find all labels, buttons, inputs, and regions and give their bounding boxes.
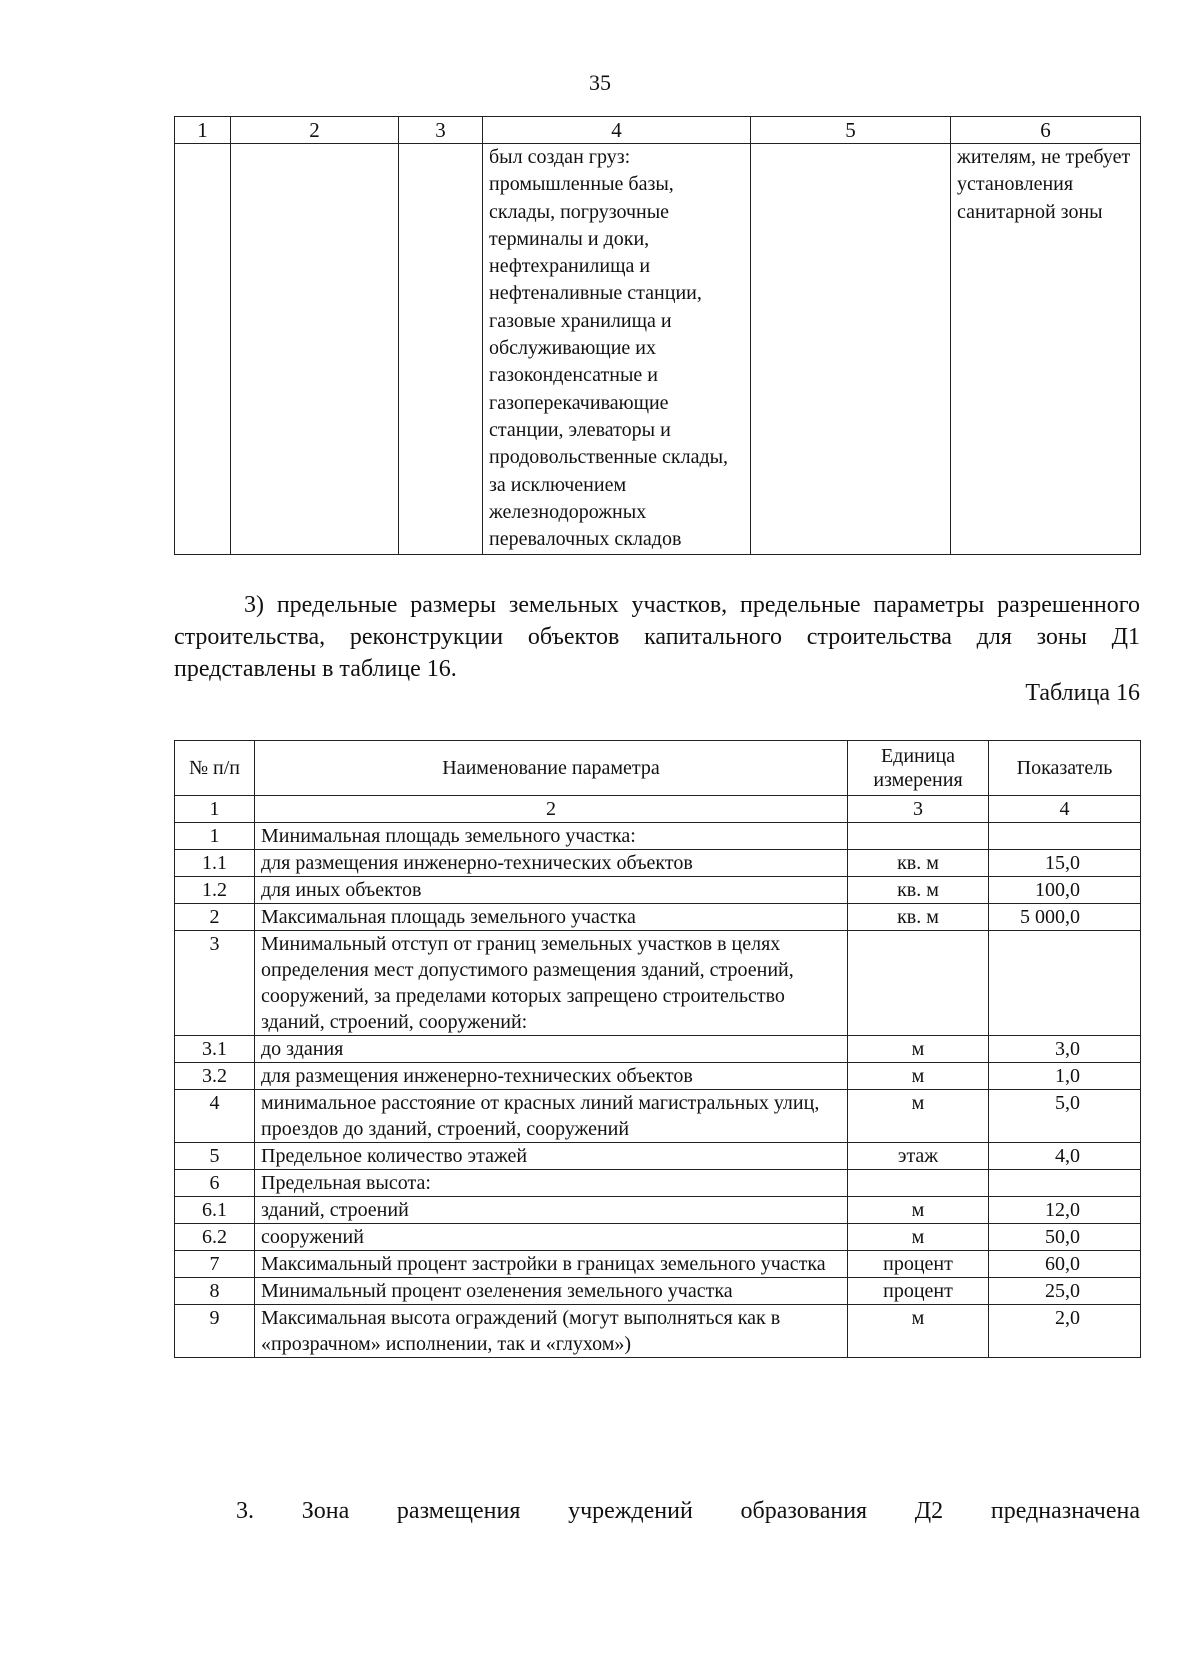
row-number: 3.1 — [175, 1036, 255, 1063]
paragraph-zone-d2 — [174, 1495, 1140, 1527]
parameter-name: зданий, строений — [255, 1197, 848, 1224]
row-number: 7 — [175, 1251, 255, 1278]
table-row — [175, 850, 1141, 877]
col-number: 4 — [483, 117, 751, 144]
parameter-unit — [848, 1170, 989, 1197]
object-description-cell: был создан груз: промышленные базы, склады, погрузочные терминалы и доки, нефтехранилища и нефтеналивные станции, газовые хранилища и обслуживающие их газоконденсатные и газоперекачивающие станции, элеваторы и продовольственные склады, за исключением железнодорожных перевалочных складов — [483, 144, 751, 555]
parameter-value: 1,0 — [989, 1063, 1141, 1090]
parameter-name: Минимальный отступ от границ земельных участков в целях определения мест допустимого размещения зданий, строений, сооружений, за пределами которых запрещено строительство зданий, строений, сооружений: — [255, 931, 848, 1036]
header-number: № п/п — [175, 741, 255, 796]
parameter-unit — [848, 823, 989, 850]
table-caption: Таблица 16 — [1025, 680, 1140, 706]
parameter-name: до здания — [255, 1036, 848, 1063]
parameter-name: Максимальная площадь земельного участка — [255, 904, 848, 931]
table-row — [175, 904, 1141, 931]
table-row — [175, 1251, 1141, 1278]
parameter-value — [989, 823, 1141, 850]
col-number: 6 — [951, 117, 1141, 144]
parameter-name: Предельная высота: — [255, 1170, 848, 1197]
parameter-unit: м — [848, 1090, 989, 1143]
parameter-value: 25,0 — [989, 1278, 1141, 1305]
table-row — [175, 1224, 1141, 1251]
parameter-value: 5 000,0 — [989, 904, 1141, 931]
table-row — [175, 931, 1141, 1036]
row-number: 5 — [175, 1143, 255, 1170]
table-row — [175, 1305, 1141, 1358]
table-cell — [399, 144, 483, 555]
table-row — [175, 1170, 1141, 1197]
row-number: 4 — [175, 1090, 255, 1143]
parameter-value: 4,0 — [989, 1143, 1141, 1170]
parameters-table — [174, 740, 1141, 1358]
parameter-unit: кв. м — [848, 904, 989, 931]
table-row — [175, 1278, 1141, 1305]
parameter-unit: м — [848, 1224, 989, 1251]
continuation-table — [174, 116, 1141, 555]
parameter-name: минимальное расстояние от красных линий магистральных улиц, проездов до зданий, строений, сооружений — [255, 1090, 848, 1143]
continuation-table-row — [175, 144, 1141, 555]
parameter-unit: процент — [848, 1278, 989, 1305]
table-row — [175, 823, 1141, 850]
col-number: 2 — [255, 796, 848, 823]
parameter-value — [989, 931, 1141, 1036]
header-unit: Единица измерения — [848, 741, 989, 796]
col-number: 1 — [175, 796, 255, 823]
parameter-name: Максимальная высота ограждений (могут выполняться как в «прозрачном» исполнении, так и «глухом») — [255, 1305, 848, 1358]
table-cell — [231, 144, 399, 555]
table-row — [175, 877, 1141, 904]
continuation-table-header-row — [175, 117, 1141, 144]
table-row — [175, 1036, 1141, 1063]
parameter-name: Предельное количество этажей — [255, 1143, 848, 1170]
col-number: 4 — [989, 796, 1141, 823]
row-number: 3 — [175, 931, 255, 1036]
parameter-value — [989, 1170, 1141, 1197]
parameter-name: Максимальный процент застройки в границах земельного участка — [255, 1251, 848, 1278]
page-number: 35 — [589, 70, 611, 95]
row-number: 9 — [175, 1305, 255, 1358]
table-row — [175, 1063, 1141, 1090]
table-cell — [751, 144, 951, 555]
parameter-unit: кв. м — [848, 850, 989, 877]
parameter-unit: процент — [848, 1251, 989, 1278]
row-number: 6.2 — [175, 1224, 255, 1251]
paragraph-text: 3) предельные размеры земельных участков, предельные параметры разрешенного строительства, реконструкции объектов капитального строительства для зоны Д1 представлены в таблице 16. — [174, 592, 1140, 682]
parameter-unit — [848, 931, 989, 1036]
col-number: 3 — [848, 796, 989, 823]
parameter-value: 100,0 — [989, 877, 1141, 904]
table-cell — [175, 144, 231, 555]
column-numbers-row — [175, 796, 1141, 823]
parameter-value: 12,0 — [989, 1197, 1141, 1224]
parameter-unit: м — [848, 1197, 989, 1224]
parameter-name: для размещения инженерно-технических объектов — [255, 1063, 848, 1090]
parameter-value: 3,0 — [989, 1036, 1141, 1063]
row-number: 1.1 — [175, 850, 255, 877]
row-number: 2 — [175, 904, 255, 931]
parameter-name: для иных объектов — [255, 877, 848, 904]
parameter-unit: м — [848, 1063, 989, 1090]
col-number: 2 — [231, 117, 399, 144]
parameter-value: 60,0 — [989, 1251, 1141, 1278]
parameter-name: для размещения инженерно-технических объектов — [255, 850, 848, 877]
parameter-value: 50,0 — [989, 1224, 1141, 1251]
parameter-name: Минимальный процент озеленения земельного участка — [255, 1278, 848, 1305]
parameter-unit: кв. м — [848, 877, 989, 904]
table-row — [175, 1143, 1141, 1170]
col-number: 5 — [751, 117, 951, 144]
table-row — [175, 1197, 1141, 1224]
row-number: 6 — [175, 1170, 255, 1197]
parameter-unit: м — [848, 1305, 989, 1358]
row-number: 3.2 — [175, 1063, 255, 1090]
row-number: 8 — [175, 1278, 255, 1305]
col-number: 1 — [175, 117, 231, 144]
row-number: 1.2 — [175, 877, 255, 904]
col-number: 3 — [399, 117, 483, 144]
header-parameter-name: Наименование параметра — [255, 741, 848, 796]
parameter-value: 2,0 — [989, 1305, 1141, 1358]
header-value: Показатель — [989, 741, 1141, 796]
parameter-name: сооружений — [255, 1224, 848, 1251]
parameter-value: 15,0 — [989, 850, 1141, 877]
paragraph-text: 3. Зона размещения учреждений образования Д2 предназначена — [236, 1498, 1140, 1524]
parameter-name: Минимальная площадь земельного участка: — [255, 823, 848, 850]
sanitary-zone-cell: жителям, не требует установления санитарной зоны — [951, 144, 1141, 555]
table-row — [175, 1090, 1141, 1143]
parameters-table-header-row — [175, 741, 1141, 796]
paragraph-parameters-intro — [174, 589, 1140, 685]
parameter-unit: этаж — [848, 1143, 989, 1170]
row-number: 6.1 — [175, 1197, 255, 1224]
parameter-value: 5,0 — [989, 1090, 1141, 1143]
parameter-unit: м — [848, 1036, 989, 1063]
row-number: 1 — [175, 823, 255, 850]
